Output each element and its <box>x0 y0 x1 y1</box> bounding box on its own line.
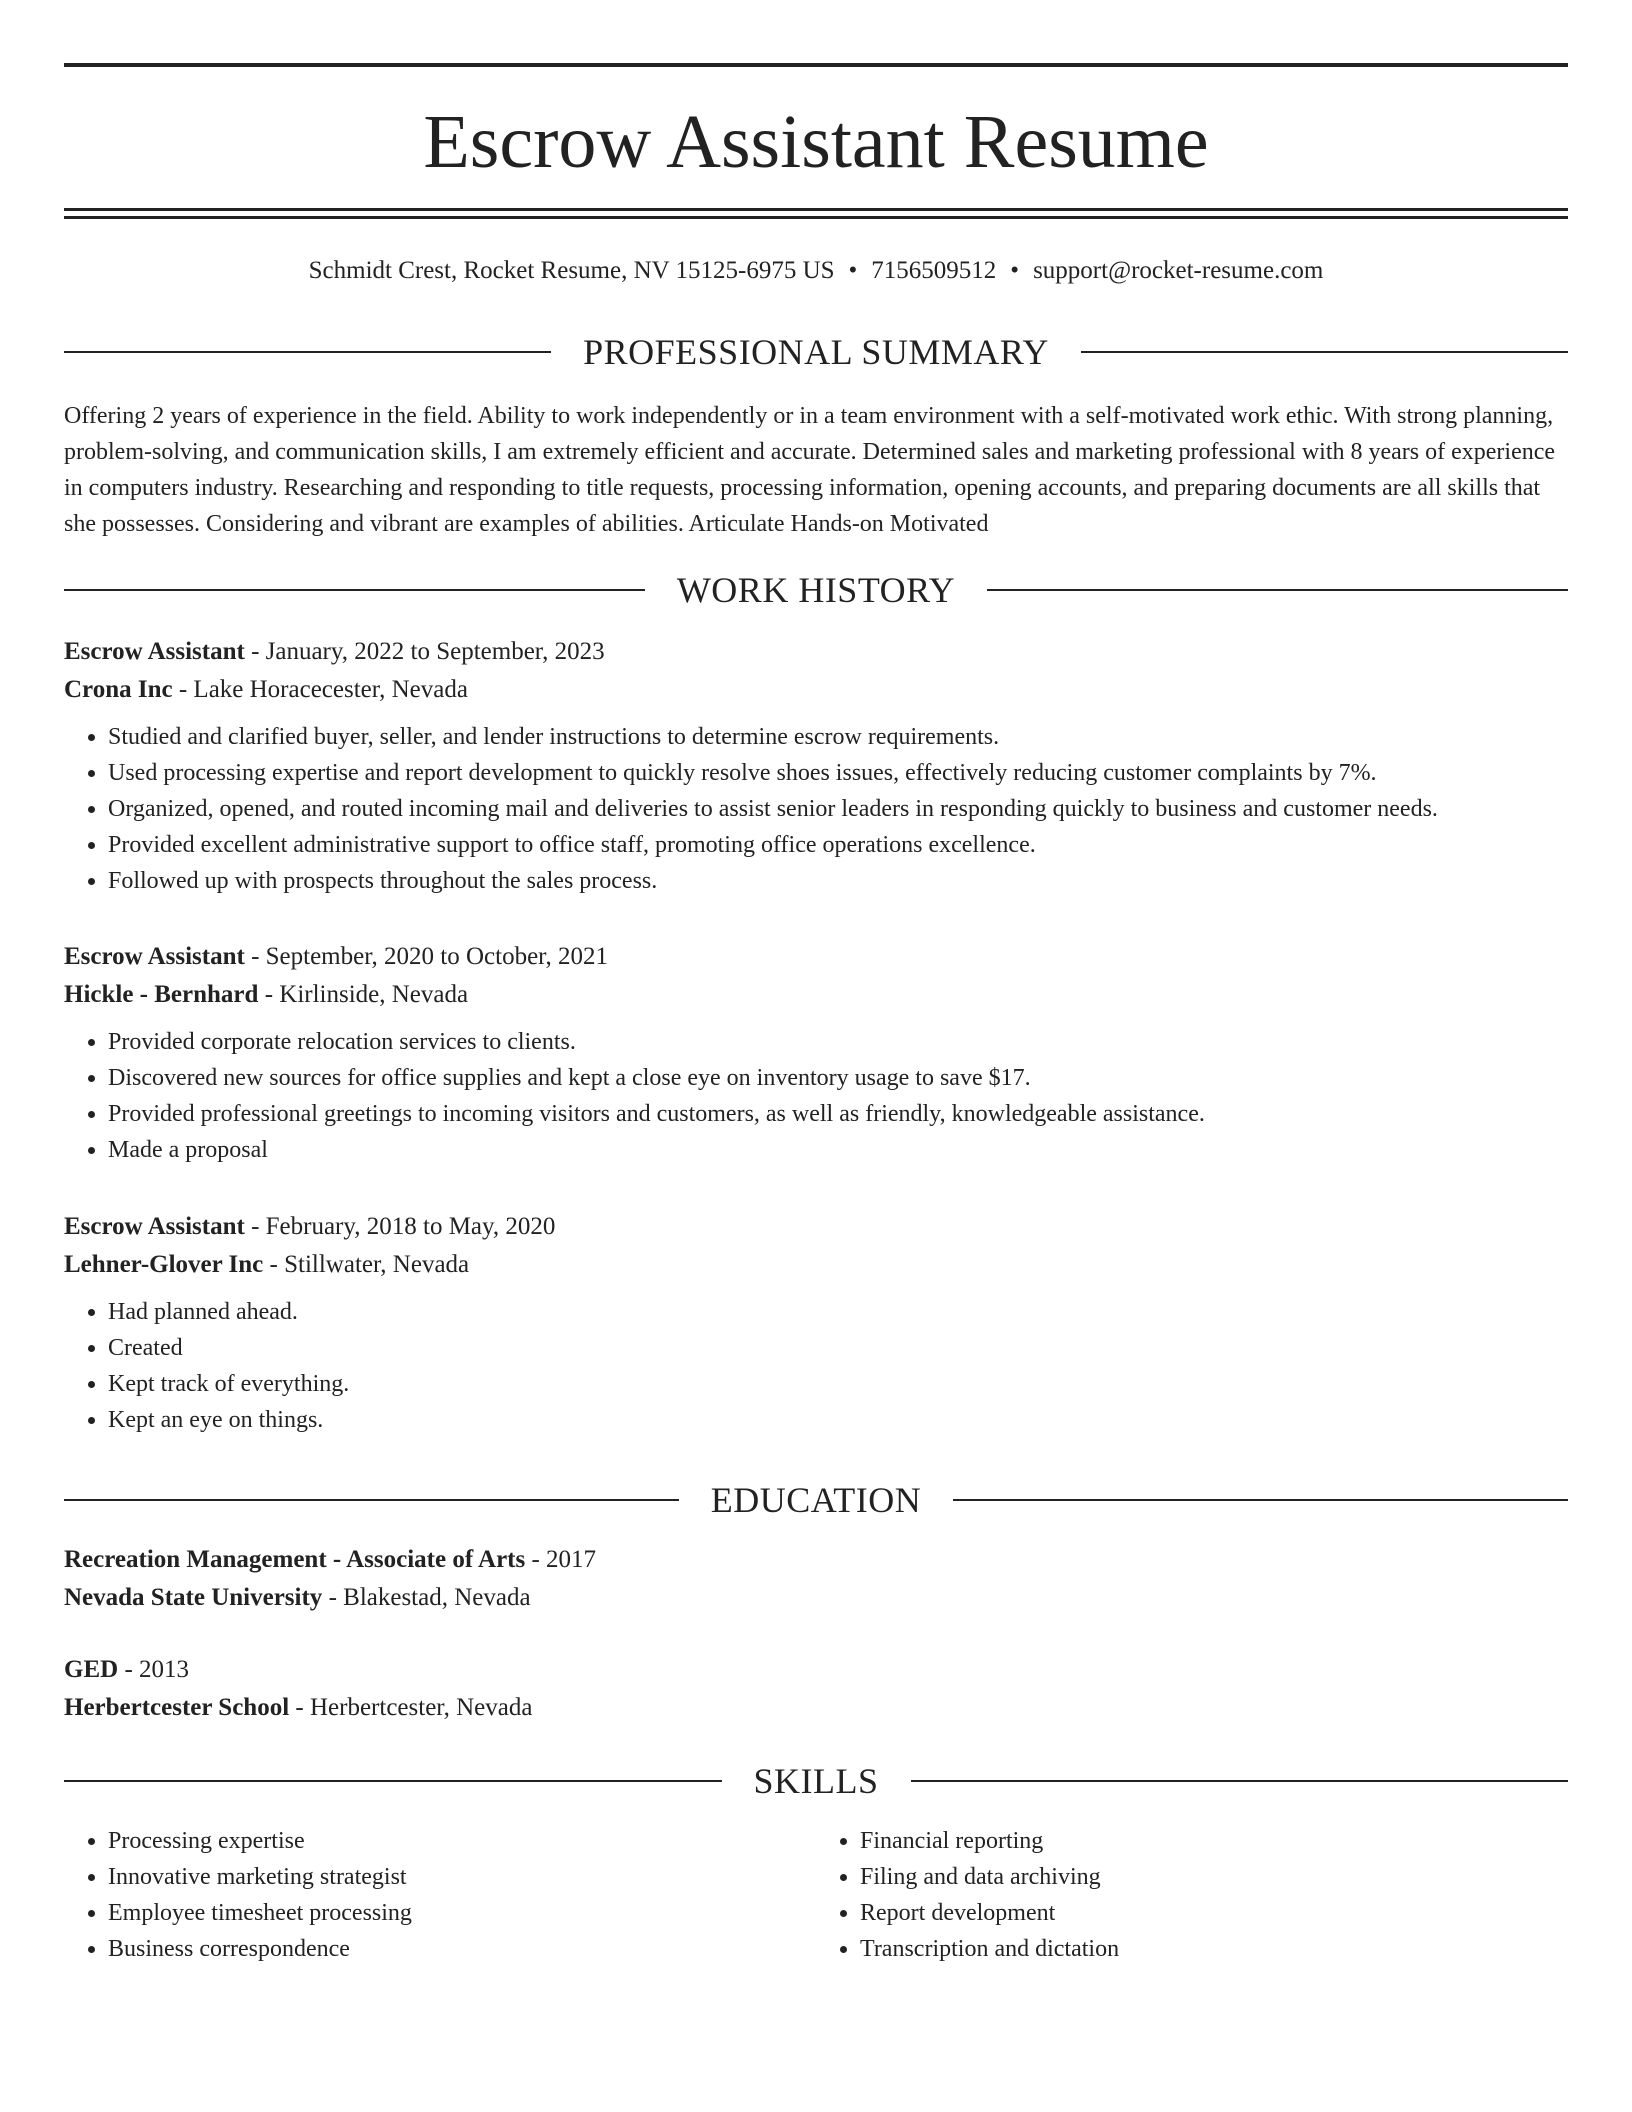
education-entry <box>64 1541 1568 1617</box>
job-bullets <box>64 719 1568 899</box>
list-item: • Transcription and dictation <box>860 1931 1568 1967</box>
skills-list <box>64 1823 1568 1967</box>
skills-column-left <box>64 1823 816 1967</box>
section-rule <box>987 589 1568 591</box>
page-title: Escrow Assistant Resume <box>423 100 1209 184</box>
list-item: • Filing and data archiving <box>860 1859 1568 1895</box>
job-company: Hickle - Bernhard <box>64 981 259 1008</box>
section-rule <box>64 351 551 353</box>
list-item: • Kept an eye on things. <box>108 1402 1568 1438</box>
job-entry <box>64 1208 1568 1438</box>
job-location: - Kirlinside, Nevada <box>258 981 469 1008</box>
job-company-line <box>64 976 1568 1014</box>
list-item: • Financial reporting <box>860 1823 1568 1859</box>
job-bullets <box>64 1294 1568 1438</box>
list-item: • Provided corporate relocation services to clients. <box>108 1024 1568 1060</box>
summary-text: Offering 2 years of experience in the field. Ability to work independently or in a team environment with a self-motivated work ethic. With strong planning, problem-solving, and communication skills, I am extremely efficient and accurate. Determined sales and marketing professional with 8 years of experience in computers industry. Researching and responding to title requests, processing information, opening accounts, and preparing documents are all skills that she possesses. Considering and vibrant are examples of abilities. Articulate Hands-on Motivated <box>64 403 1556 537</box>
contact-line <box>64 254 1568 288</box>
education-school-line <box>64 1579 1568 1617</box>
list-item: • Organized, opened, and routed incoming mail and deliveries to assist senior leaders in responding quickly to business and customer needs. <box>108 791 1568 827</box>
education-degree-line <box>64 1651 1568 1689</box>
job-dates: - September, 2020 to October, 2021 <box>244 943 609 970</box>
education-year: - 2013 <box>118 1656 190 1683</box>
job-title: Escrow Assistant <box>64 638 245 665</box>
section-title-education: EDUCATION <box>710 1480 922 1520</box>
list-item: • Innovative marketing strategist <box>108 1859 816 1895</box>
education-degree: GED <box>64 1656 119 1683</box>
list-item: • Followed up with prospects throughout the sales process. <box>108 863 1568 899</box>
list-item: • Kept track of everything. <box>108 1366 1568 1402</box>
list-item: • Used processing expertise and report development to quickly resolve shoes issues, effectively reducing customer complaints by 7%. <box>108 755 1568 791</box>
list-item: • Report development <box>860 1895 1568 1931</box>
section-header-skills <box>64 1759 1568 1803</box>
contact-address: Schmidt Crest, Rocket Resume, NV 15125-6975 US <box>308 257 835 284</box>
title-rule-lower <box>64 216 1568 219</box>
job-entry <box>64 938 1568 1168</box>
title-rule-upper <box>64 208 1568 211</box>
job-title: Escrow Assistant <box>64 1213 245 1240</box>
job-dates: - January, 2022 to September, 2023 <box>244 638 605 665</box>
section-rule <box>911 1780 1569 1782</box>
job-entry <box>64 633 1568 899</box>
job-location: - Stillwater, Nevada <box>263 1251 470 1278</box>
job-location: - Lake Horacecester, Nevada <box>172 676 468 703</box>
skills-column-right <box>816 1823 1568 1967</box>
section-rule <box>953 1499 1568 1501</box>
job-bullets <box>64 1024 1568 1168</box>
section-title-work: WORK HISTORY <box>676 570 956 610</box>
contact-phone: 7156509512 <box>871 257 997 284</box>
list-item: • Created <box>108 1330 1568 1366</box>
list-item: • Provided excellent administrative support to office staff, promoting office operations excellence. <box>108 827 1568 863</box>
job-title-line <box>64 633 1568 671</box>
list-item: • Business correspondence <box>108 1931 816 1967</box>
education-school-line <box>64 1689 1568 1727</box>
list-item: • Employee timesheet processing <box>108 1895 816 1931</box>
education-location: - Blakestad, Nevada <box>322 1584 531 1611</box>
education-location: - Herbertcester, Nevada <box>289 1694 533 1721</box>
job-title-line <box>64 1208 1568 1246</box>
top-rule <box>64 63 1568 67</box>
section-header-education <box>64 1478 1568 1522</box>
education-entry <box>64 1651 1568 1727</box>
job-company-line <box>64 671 1568 709</box>
list-item: • Had planned ahead. <box>108 1294 1568 1330</box>
section-title-skills: SKILLS <box>753 1761 879 1801</box>
list-item: • Made a proposal <box>108 1132 1568 1168</box>
job-company-line <box>64 1246 1568 1284</box>
education-degree-line <box>64 1541 1568 1579</box>
section-header-summary <box>64 330 1568 374</box>
job-dates: - February, 2018 to May, 2020 <box>244 1213 556 1240</box>
education-school: Herbertcester School <box>64 1694 290 1721</box>
job-title-line <box>64 938 1568 976</box>
section-rule <box>1081 351 1568 353</box>
contact-separator: • <box>848 257 858 284</box>
job-company: Crona Inc <box>64 676 173 703</box>
education-year: - 2017 <box>525 1546 597 1573</box>
section-title-summary: PROFESSIONAL SUMMARY <box>583 332 1049 372</box>
section-rule <box>64 1499 679 1501</box>
education-school: Nevada State University <box>64 1584 323 1611</box>
list-item: • Provided professional greetings to incoming visitors and customers, as well as friendly, knowledgeable assistance. <box>108 1096 1568 1132</box>
job-title: Escrow Assistant <box>64 943 245 970</box>
contact-separator: • <box>1010 257 1020 284</box>
section-rule <box>64 1780 722 1782</box>
education-degree: Recreation Management - Associate of Arts <box>64 1546 526 1573</box>
contact-email: support@rocket-resume.com <box>1033 257 1324 284</box>
job-company: Lehner-Glover Inc <box>64 1251 264 1278</box>
list-item: • Discovered new sources for office supplies and kept a close eye on inventory usage to save $17. <box>108 1060 1568 1096</box>
section-header-work <box>64 568 1568 612</box>
list-item: • Studied and clarified buyer, seller, and lender instructions to determine escrow requirements. <box>108 719 1568 755</box>
section-rule <box>64 589 645 591</box>
list-item: • Processing expertise <box>108 1823 816 1859</box>
